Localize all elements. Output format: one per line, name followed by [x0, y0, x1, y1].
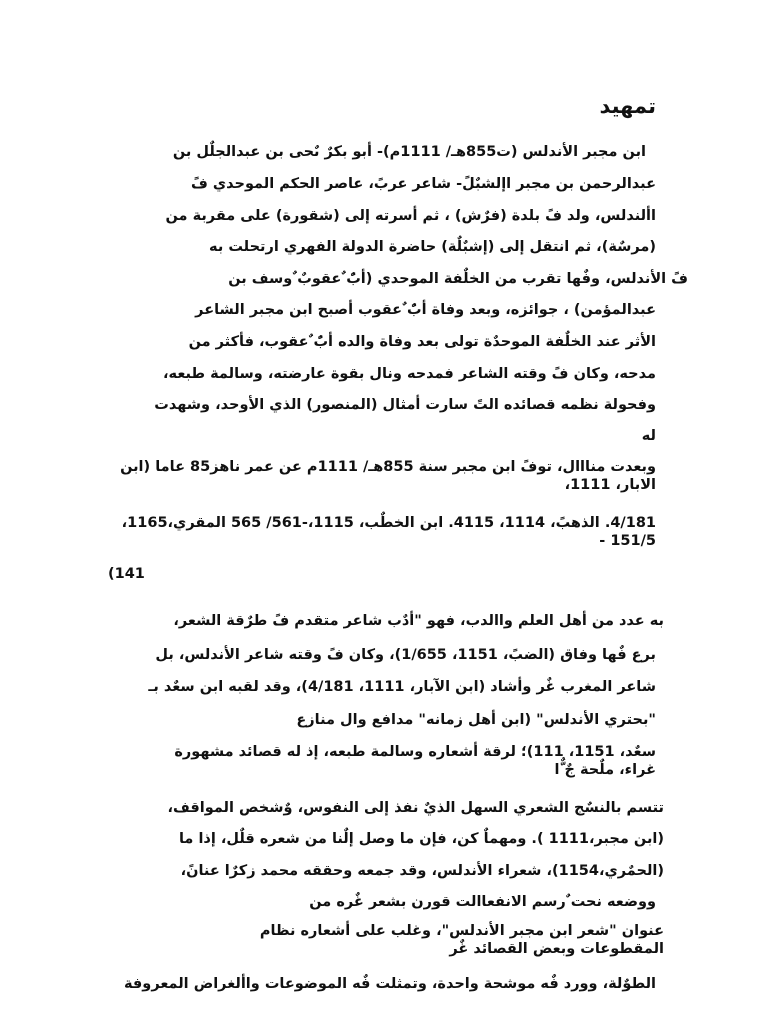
text-line: عبدالرحمن بن مجبر اإلشبٌلً- شاعر عربً، عاصر الحكم الموحدي فً: [190, 176, 656, 192]
text-line: شاعر المغرب غٌر وأشاد (ابن الآبار، 1111، 4/181)، وقد لقبه ابن سعٌد بـ: [148, 679, 656, 695]
text-line: الأثر عند الخلٌفة الموحدٌة تولى بعد وفاة والده أبًٌ ٌعقوب، فأكثر من: [188, 334, 656, 350]
text-line: مدحه، وكان فً وقته الشاعر فمدحه ونال بقوة عارضته، وسالمة طبعه،: [163, 366, 656, 382]
text-line: به عدد من أهل العلم واالدب، فهو "أدٌب شاعر متقدم فً طرٌقة الشعر،: [173, 613, 664, 629]
text-line: وفحولة نظمه قصائده التً سارت أمثال (المنصور) الذي الأوحد، وشهدت: [154, 397, 656, 413]
text-line: له: [641, 428, 656, 444]
margin-note: (141: [108, 566, 145, 582]
text-line: ووضعه نحت ٌرسم الانفعاالت قورن بشعر غٌره من: [309, 894, 656, 910]
text-line: فً الأندلس، وفٌها تقرب من الخلٌفة الموحدي (أبًٌ ٌعقوبٌ ٌوسف بن: [228, 271, 688, 287]
text-line: (الحمٌري،1154)، شعراء الأندلس، وقد جمعه وحققه محمد زكرٌا عنانً،: [180, 863, 664, 879]
text-line: وبعدت منااال، توفً ابن مجبر سنة 855هـ/ 1111م عن عمر ناهز85 عاما (ابن الابار، 1111،: [120, 459, 656, 493]
text-line: برع فٌها وفاق (الضبً، 1151، 1/655)، وكان فً وقته شاعر الأندلس، بل: [155, 647, 656, 663]
section-heading: تمهيد: [599, 94, 656, 118]
text-line: الطوٌلة، وورد فٌه موشحة واحدة، وتمثلت فٌه الموضوعات واألغراض المعروفة: [124, 976, 656, 992]
text-line: عبدالمؤمن) ، جوائزه، وبعد وفاة أبًٌ ٌعقوب أصبح ابن مجبر الشاعر: [195, 302, 656, 318]
text-line: (ابن مجبر،1111 ). ومهماٌ كن، فإن ما وصل إلٌنا من شعره قلٌل، إذا ما: [178, 831, 664, 847]
text-line: عنوان "شعر ابن مجبر الأندلس"، وغلب على أشعاره نظام المقطوعات وبعض القصائد غٌر: [259, 923, 664, 957]
text-line: األندلس، ولد فً بلدة (فرٌش) ، ثم أسرته إلى (شقورة) على مقربة من: [165, 208, 656, 224]
text-line: "بحتري الأندلس" (ابن أهل زمانه" مدافع وال منازع: [296, 712, 656, 728]
text-line: ابن مجبر الأندلس (ت855هـ/ 1111م)- أبو بكرٌ ىٌحى بن عبدالجلٌل بن: [172, 144, 646, 160]
text-line: تتسم بالنسٌج الشعري السهل الذيٌ نفذ إلى النفوس، وٌشخص المواقف،: [167, 800, 664, 816]
text-line: (مرسٌة)، ثم انتقل إلى (إشبٌلٌة) حاضرة الدولة الفهري ارتحلت به: [209, 239, 656, 255]
text-line: سعٌد، 1151، 111)؛ لرقة أشعاره وسالمة طبعه، إذ له قصائد مشهورة غراء، ملٌحة جٌ ٌّا: [174, 744, 656, 778]
text-line: 4/181. الذهبً، 1114، 4115. ابن الخطٌب، 1115،-561/ 565 المقري،1165، 151/5 -: [121, 515, 656, 549]
